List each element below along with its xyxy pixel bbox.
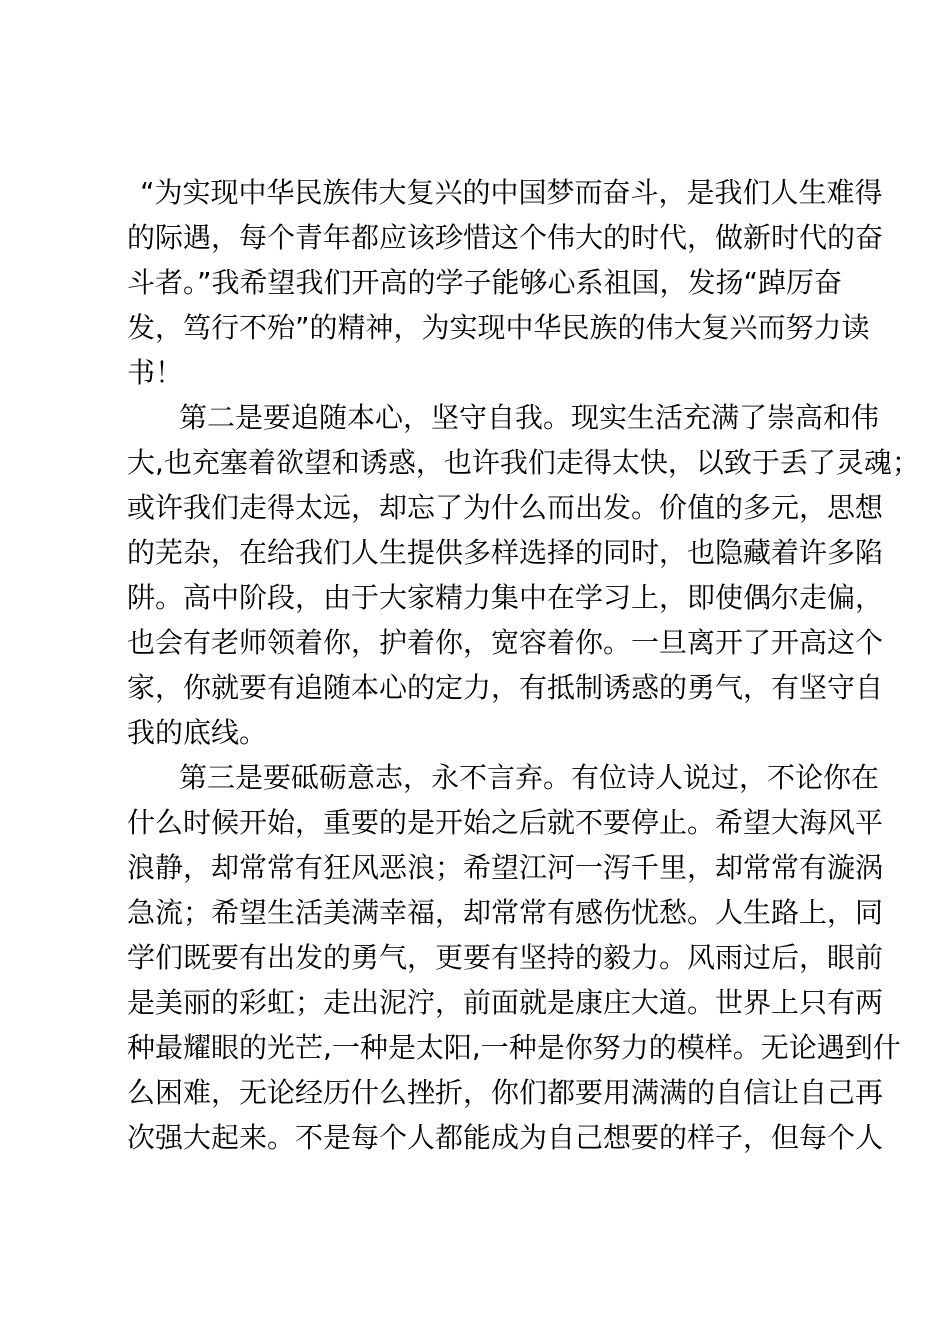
text-line: 么困难，无论经历什么挫折，你们都要用满满的自信让自己再 bbox=[127, 1076, 884, 1109]
paragraph-quote bbox=[127, 170, 884, 395]
text-line: 次强大起来。不是每个人都能成为自己想要的样子，但每个人 bbox=[127, 1121, 884, 1154]
text-line: 家，你就要有追随本心的定力，有抵制诱惑的勇气，有坚守自 bbox=[127, 671, 884, 704]
text-line: 什么时候开始，重要的是开始之后就不要停止。希望大海风平 bbox=[127, 806, 884, 839]
text-line: 是美丽的彩虹；走出泥泞，前面就是康庄大道。世界上只有两 bbox=[127, 986, 884, 1019]
text-line: 发，笃行不殆”的精神，为实现中华民族的伟大复兴而努力读 bbox=[127, 311, 870, 344]
text-line: 大,也充塞着欲望和诱惑，也许我们走得太快，以致于丢了灵魂； bbox=[127, 446, 920, 479]
text-line: 急流；希望生活美满幸福，却常常有感伤忧愁。人生路上，同 bbox=[127, 896, 884, 929]
text-line: 我的底线。 bbox=[127, 716, 268, 749]
text-line: 斗者。”我希望我们开高的学子能够心系祖国，发扬“踔厉奋 bbox=[127, 266, 843, 299]
text-line: 也会有老师领着你，护着你，宽容着你。一旦离开了开高这个 bbox=[127, 626, 884, 659]
text-line: 第二是要追随本心，坚守自我。现实生活充满了崇高和伟 bbox=[179, 401, 880, 434]
text-line: 浪静，却常常有狂风恶浪；希望江河一泻千里，却常常有漩涡 bbox=[127, 851, 884, 884]
paragraph-second-point bbox=[127, 395, 920, 755]
text-line: 学们既要有出发的勇气，更要有坚持的毅力。风雨过后，眼前 bbox=[127, 941, 884, 974]
text-line: 第三是要砥砺意志，永不言弃。有位诗人说过，不论你在 bbox=[179, 761, 880, 794]
text-line: 书！ bbox=[127, 356, 184, 389]
text-line: 或许我们走得太远，却忘了为什么而出发。价值的多元，思想 bbox=[127, 491, 884, 524]
text-line: 的芜杂，在给我们人生提供多样选择的同时，也隐藏着许多陷 bbox=[127, 536, 884, 569]
text-line: 的际遇，每个青年都应该珍惜这个伟大的时代，做新时代的奋 bbox=[127, 221, 884, 254]
document-body bbox=[127, 170, 920, 1160]
text-line: “为实现中华民族伟大复兴的中国梦而奋斗，是我们人生难得 bbox=[140, 176, 883, 209]
text-line: 阱。高中阶段，由于大家精力集中在学习上，即使偶尔走偏， bbox=[127, 581, 884, 614]
paragraph-third-point bbox=[127, 755, 901, 1160]
text-line: 种最耀眼的光芒,一种是太阳,一种是你努力的模样。无论遇到什 bbox=[127, 1031, 901, 1064]
